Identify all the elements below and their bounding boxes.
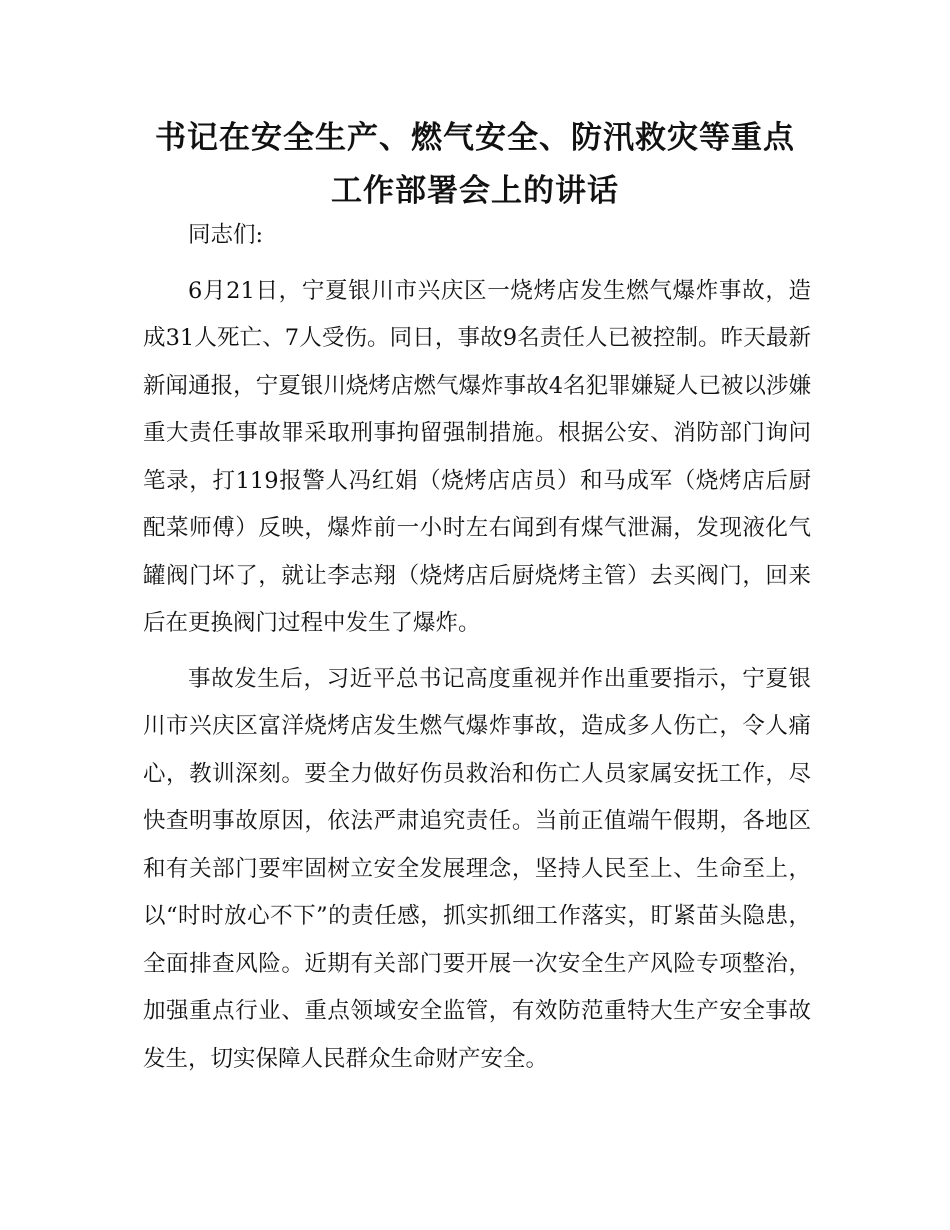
title-line-1: 书记在安全生产、燃气安全、防汛救灾等重点 <box>155 120 795 156</box>
salutation: 同志们: <box>188 222 264 248</box>
document-title <box>100 112 850 218</box>
title-line-2: 工作部署会上的讲话 <box>331 173 619 209</box>
paragraph-2: 事故发生后，习近平总书记高度重视并作出重要指示，宁夏银川市兴庆区富洋烧烤店发生燃气爆炸事故，造成多人伤亡，令人痛心，教训深刻。要全力做好伤员救治和伤亡人员家属安抚工作，尽快查明事故原因，依法严肃追究责任。当前正值端午假期，各地区和有关部门要牢固树立安全发展理念，坚持人民至上、生命至上，以“时时放心不下”的责任感，抓实抓细工作落实，盯紧苗头隐患，全面排查风险。近期有关部门要开展一次安全生产风险专项整治，加强重点行业、重点领域安全监管，有效防范重特大生产安全事故发生，切实保障人民群众生命财产安全。 <box>143 665 811 1072</box>
document-body <box>143 212 811 1091</box>
paragraph-1: 6月21日，宁夏银川市兴庆区一烧烤店发生燃气爆炸事故，造成31人死亡、7人受伤。同日，事故9名责任人已被控制。昨天最新新闻通报，宁夏银川烧烤店燃气爆炸事故4名犯罪嫌疑人已被以涉嫌重大责任事故罪采取刑事拘留强制措施。根据公安、消防部门询问笔录，打119报警人冯红娟（烧烤店店员）和马成军（烧烤店后厨配菜师傅）反映，爆炸前一小时左右闻到有煤气泄漏，发现液化气罐阀门坏了，就让李志翔（烧烤店后厨烧烤主管）去买阀门，回来后在更换阀门过程中发生了爆炸。 <box>143 277 811 636</box>
